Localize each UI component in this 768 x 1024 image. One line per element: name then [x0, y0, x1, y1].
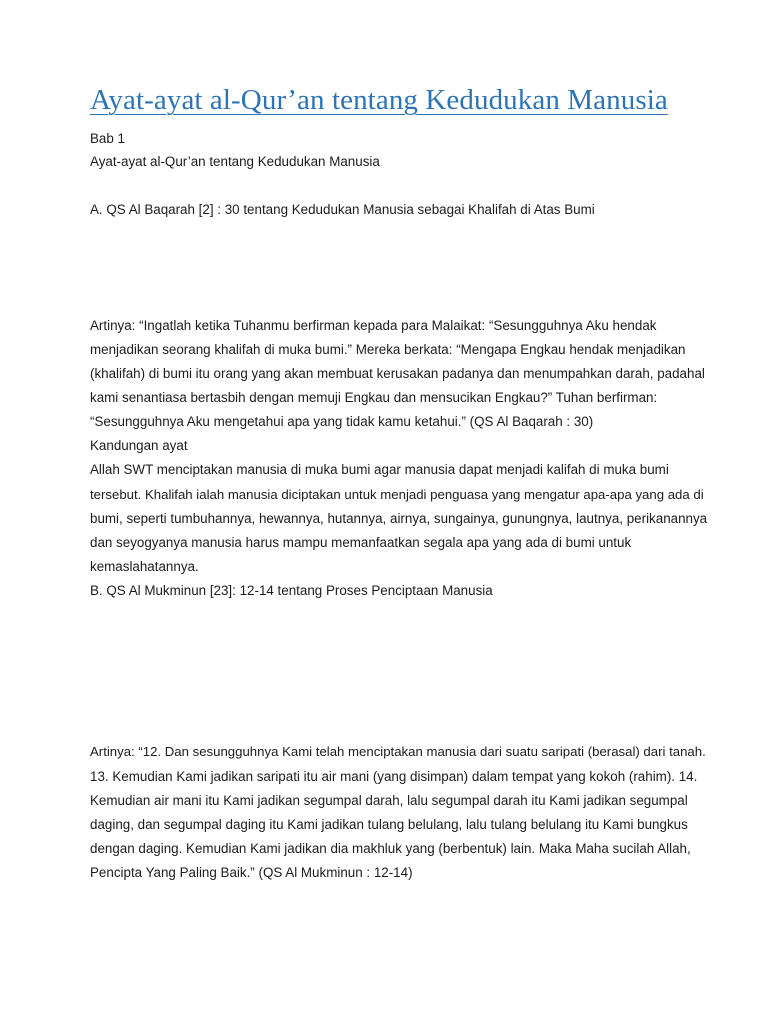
translation-line: kami senantiasa bertasbih dengan memuji Engkau dan mensucikan Engkau?” Tuhan berfirman:	[90, 390, 658, 405]
translation-line: Artinya: “Ingatlah ketika Tuhanmu berfirman kepada para Malaikat: “Sesungguhnya Aku hendak	[90, 318, 657, 333]
translation-line: Kemudian air mani itu Kami jadikan segumpal darah, lalu segumpal darah itu Kami jadikan segumpal	[90, 793, 688, 808]
document-title: Ayat-ayat al-Qur’an tentang Kedudukan Manusia	[90, 84, 668, 116]
translation-line: daging, dan segumpal daging itu Kami jadikan tulang belulang, lalu tulang belulang itu Kami bungkus	[90, 817, 688, 832]
translation-line: 13. Kemudian Kami jadikan saripati itu air mani (yang disimpan) dalam tempat yang kokoh (rahim). 14.	[90, 769, 698, 784]
translation-line: dengan daging. Kemudian Kami jadikan dia makhluk yang (berbentuk) lain. Maka Maha sucilah Allah,	[90, 841, 691, 856]
content-line: dan seyogyanya manusia harus mampu memanfaatkan segala apa yang ada di bumi untuk	[90, 535, 632, 550]
content-heading: Kandungan ayat	[90, 438, 188, 453]
content-line: Allah SWT menciptakan manusia di muka bumi agar manusia dapat menjadi kalifah di muka bumi	[90, 462, 669, 477]
translation-line: menjadikan seorang khalifah di muka bumi.” Mereka berkata: “Mengapa Engkau hendak menjadikan	[90, 342, 686, 357]
content-line: tersebut. Khalifah ialah manusia diciptakan untuk menjadi penguasa yang mengatur apa-apa yang ada di	[90, 487, 704, 502]
translation-line: (khalifah) di bumi itu orang yang akan membuat kerusakan padanya dan menumpahkan darah, padahal	[90, 366, 705, 381]
chapter-label: Bab 1	[90, 131, 125, 146]
translation-line: “Sesungguhnya Aku mengetahui apa yang tidak kamu ketahui.” (QS Al Baqarah : 30)	[90, 414, 594, 429]
translation-line: Pencipta Yang Paling Baik.” (QS Al Mukminun : 12-14)	[90, 865, 413, 880]
section-b-heading: B. QS Al Mukminun [23]: 12-14 tentang Proses Penciptaan Manusia	[90, 583, 493, 598]
content-line: bumi, seperti tumbuhannya, hewannya, hutannya, airnya, sungainya, gunungnya, lautnya, perikanannya	[90, 511, 708, 526]
translation-line: Artinya: “12. Dan sesungguhnya Kami telah menciptakan manusia dari suatu saripati (berasal) dari tanah.	[90, 744, 706, 759]
chapter-subtitle: Ayat-ayat al-Qur’an tentang Kedudukan Manusia	[90, 154, 380, 169]
section-a-heading: A. QS Al Baqarah [2] : 30 tentang Kedudukan Manusia sebagai Khalifah di Atas Bumi	[90, 202, 595, 217]
content-line: kemaslahatannya.	[90, 559, 199, 574]
